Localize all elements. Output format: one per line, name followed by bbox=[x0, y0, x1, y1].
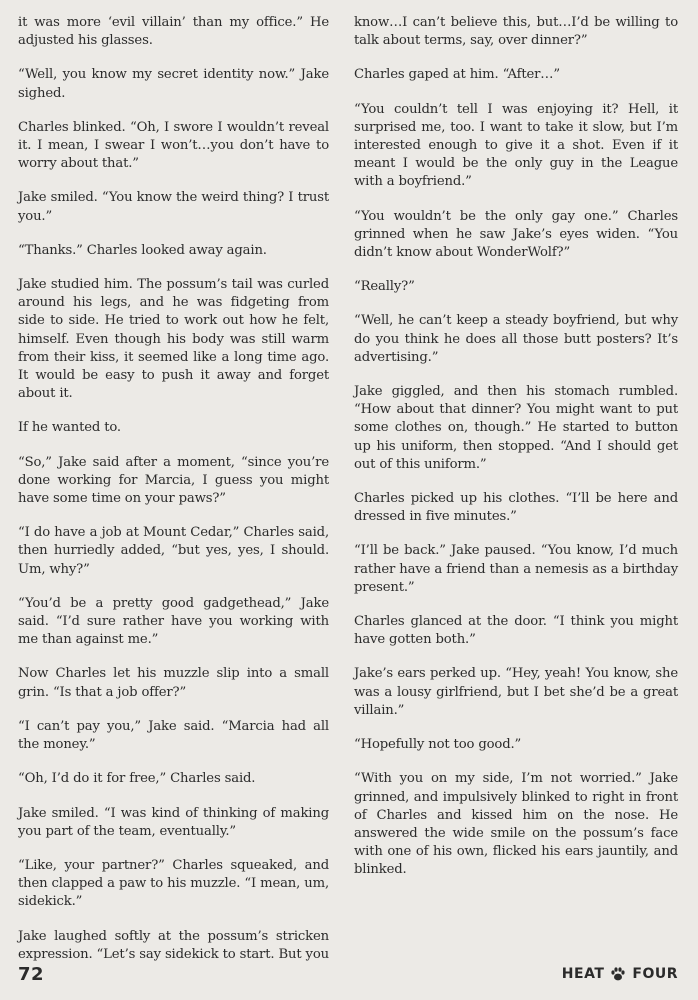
paragraph: “So,” Jake said after a moment, “since you’re done working for Marcia, I guess you might have some time on your paws?” bbox=[18, 454, 329, 507]
magazine-logo bbox=[562, 966, 678, 982]
paragraph: “You’d be a pretty good gadgethead,” Jake said. “I’d sure rather have you working with me than against me.” bbox=[18, 595, 329, 648]
paragraph: “I can’t pay you,” Jake said. “Marcia had all the money.” bbox=[18, 718, 329, 753]
paragraph: Charles glanced at the door. “I think you might have gotten both.” bbox=[354, 614, 678, 648]
page-number: 72 bbox=[18, 964, 45, 985]
paragraph: “Hopefully not too good.” bbox=[354, 737, 522, 753]
left-text-column bbox=[18, 14, 329, 980]
right-text-column bbox=[354, 14, 678, 896]
paragraph: it was more ‘evil villain’ than my office.” He adjusted his glasses. bbox=[18, 15, 329, 49]
paragraph: “You couldn’t tell I was enjoying it? Hell, it surprised me, too. I want to take it slow, but I’m interested enough to give it a shot. Even if it meant I would be the only guy in the League with a boyfriend.” bbox=[354, 101, 678, 190]
paragraph: “Like, your partner?” Charles squeaked, and then clapped a paw to his muzzle. “I mean, um, sidekick.” bbox=[18, 857, 329, 910]
paragraph: “Really?” bbox=[354, 279, 415, 295]
paragraph: “Oh, I’d do it for free,” Charles said. bbox=[18, 771, 256, 787]
paragraph: Jake giggled, and then his stomach rumbled. “How about that dinner? You might want to put some clothes on, though.” He started to button up his uniform, then stopped. “And I should get out of this uniform.” bbox=[354, 384, 678, 472]
paragraph: “Well, he can’t keep a steady boyfriend, but why do you think he does all those butt posters? It’s advertising.” bbox=[354, 313, 678, 365]
paragraph: “I do have a job at Mount Cedar,” Charles said, then hurriedly added, “but yes, yes, I should. Um, why?” bbox=[18, 525, 329, 577]
paragraph: Jake laughed softly at the possum’s stricken expression. “Let’s say sidekick to start. But you bbox=[18, 928, 329, 962]
paragraph: know…I can’t believe this, but…I’d be willing to talk about terms, say, over dinner?” bbox=[354, 15, 678, 49]
paragraph: If he wanted to. bbox=[18, 420, 121, 436]
paragraph: Charles picked up his clothes. “I’ll be here and dressed in five minutes.” bbox=[354, 491, 678, 525]
paragraph: Jake studied him. The possum’s tail was curled around his legs, and he was fidgeting from side to side. He tried to work out how he felt, himself. Even though his body was still warm from their kiss, it seemed like a long time ago. It would be easy to push it away and forget about it. bbox=[18, 277, 329, 402]
paragraph: “I’ll be back.” Jake paused. “You know, I’d much rather have a friend than a nemesis as a birthday present.” bbox=[354, 543, 678, 595]
paragraph: Charles gaped at him. “After…” bbox=[354, 67, 560, 83]
paragraph: Jake smiled. “You know the weird thing? I trust you.” bbox=[18, 190, 329, 224]
paragraph: “Thanks.” Charles looked away again. bbox=[18, 242, 267, 258]
paragraph: “Well, you know my secret identity now.” Jake sighed. bbox=[18, 67, 329, 101]
paragraph: Jake’s ears perked up. “Hey, yeah! You know, she was a lousy girlfriend, but I bet she’d be a great villain.” bbox=[354, 666, 678, 718]
paragraph: Jake smiled. “I was kind of thinking of making you part of the team, eventually.” bbox=[18, 805, 329, 839]
paragraph: Charles blinked. “Oh, I swore I wouldn’t reveal it. I mean, I swear I won’t…you don’t have to worry about that.” bbox=[18, 119, 329, 172]
paragraph: “You wouldn’t be the only gay one.” Charles grinned when he saw Jake’s eyes widen. “You didn’t know about WonderWolf?” bbox=[354, 208, 678, 261]
magazine-name-four: FOUR bbox=[632, 966, 678, 982]
paragraph: “With you on my side, I’m not worried.” Jake grinned, and impulsively blinked to right in front of Charles and kissed him on the nose. He answered the wide smile on the possum’s face with one of his own, flicked his ears jauntily, and blinked. bbox=[354, 771, 678, 878]
paragraph: Now Charles let his muzzle slip into a small grin. “Is that a job offer?” bbox=[18, 666, 329, 700]
magazine-name-heat: HEAT bbox=[561, 966, 605, 982]
paw-print-icon bbox=[610, 966, 626, 982]
